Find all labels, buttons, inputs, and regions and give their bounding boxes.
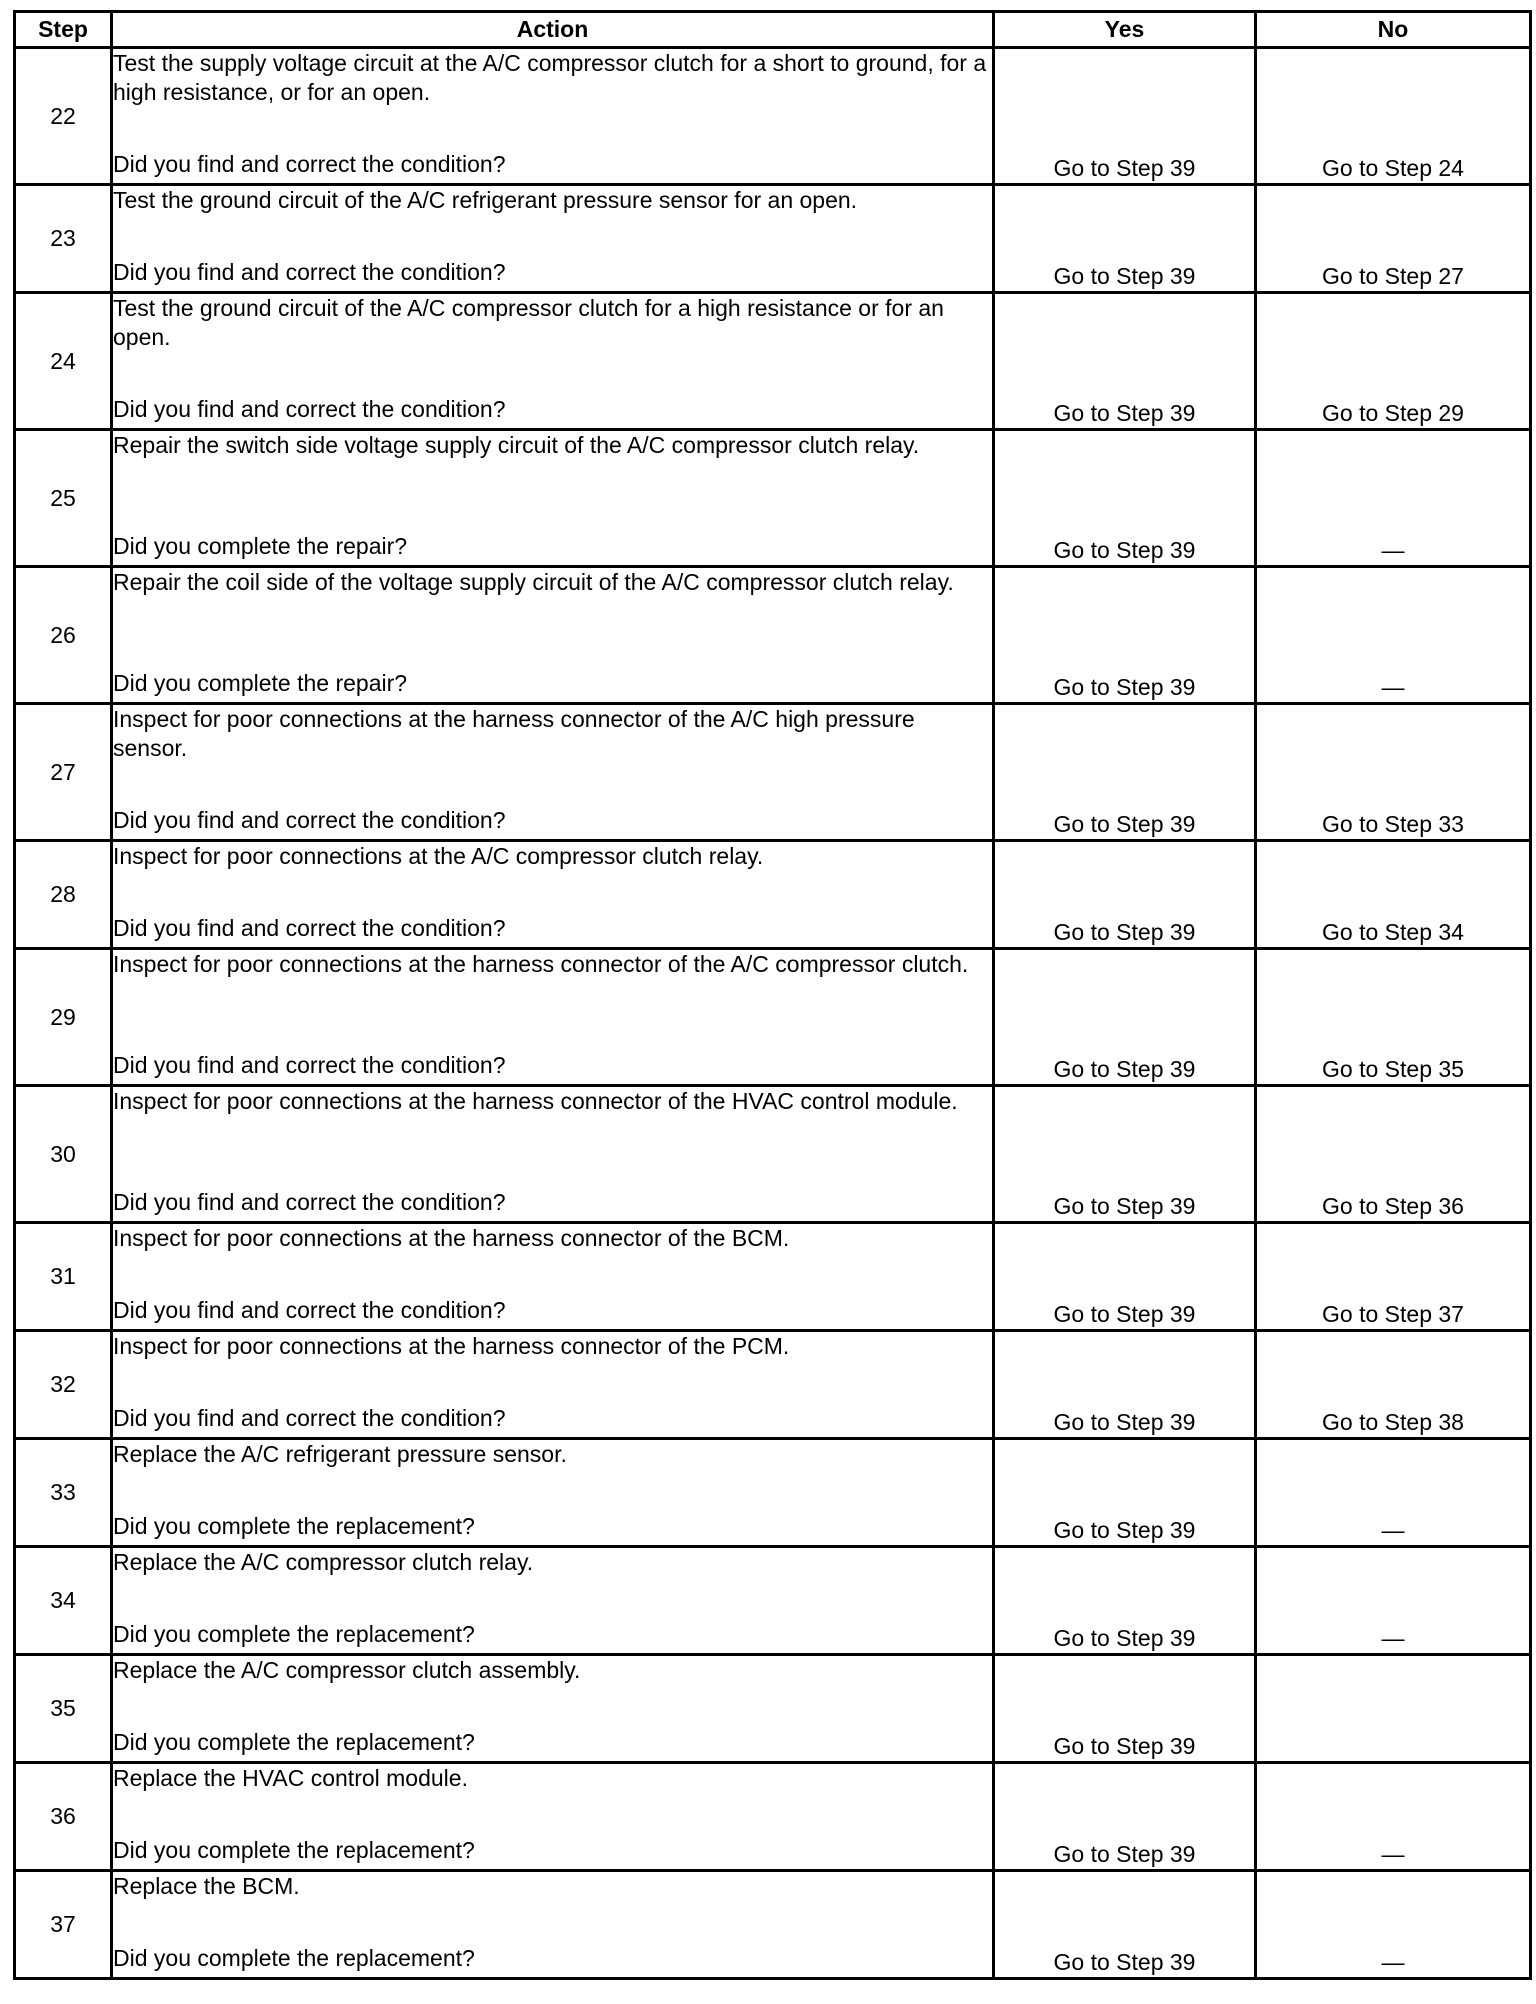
action-cell	[112, 1331, 994, 1439]
no-result: Go to Step 37	[1256, 1223, 1531, 1331]
action-question: Did you find and correct the condition?	[113, 1189, 506, 1215]
action-content	[113, 568, 992, 698]
no-result: —	[1256, 1439, 1531, 1547]
no-result: Go to Step 27	[1256, 185, 1531, 293]
table-row	[15, 1223, 1531, 1331]
no-result: —	[1256, 1763, 1531, 1871]
action-description: Replace the A/C compressor clutch assembly.	[113, 1657, 581, 1683]
header-yes: Yes	[994, 12, 1256, 48]
action-description: Repair the switch side voltage supply circuit of the A/C compressor clutch relay.	[113, 432, 920, 458]
action-description: Repair the coil side of the voltage supply circuit of the A/C compressor clutch relay.	[113, 569, 954, 595]
yes-result: Go to Step 39	[994, 1223, 1256, 1331]
action-question: Did you find and correct the condition?	[113, 915, 506, 941]
yes-result: Go to Step 39	[994, 1331, 1256, 1439]
no-result: —	[1256, 567, 1531, 704]
yes-result: Go to Step 39	[994, 1086, 1256, 1223]
table-row	[15, 1655, 1531, 1763]
action-description: Inspect for poor connections at the A/C compressor clutch relay.	[113, 843, 764, 869]
action-cell	[112, 1086, 994, 1223]
no-result: Go to Step 33	[1256, 704, 1531, 841]
action-content	[113, 1087, 992, 1217]
table-row	[15, 1547, 1531, 1655]
step-number: 30	[15, 1086, 112, 1223]
yes-result: Go to Step 39	[994, 430, 1256, 567]
step-number: 25	[15, 430, 112, 567]
step-number: 29	[15, 949, 112, 1086]
action-cell	[112, 293, 994, 430]
action-cell	[112, 1871, 994, 1979]
no-result: Go to Step 24	[1256, 48, 1531, 185]
action-content	[113, 1332, 992, 1433]
action-question: Did you complete the replacement?	[113, 1945, 475, 1971]
header-step: Step	[15, 12, 112, 48]
action-description: Test the supply voltage circuit at the A/C compressor clutch for a short to ground, for a high resistance, or for an open.	[113, 50, 987, 105]
table-row	[15, 567, 1531, 704]
yes-result: Go to Step 39	[994, 1655, 1256, 1763]
action-question: Did you find and correct the condition?	[113, 151, 506, 177]
action-question: Did you complete the repair?	[113, 670, 408, 696]
action-question: Did you find and correct the condition?	[113, 1297, 506, 1323]
no-result: Go to Step 38	[1256, 1331, 1531, 1439]
yes-result: Go to Step 39	[994, 185, 1256, 293]
step-number: 27	[15, 704, 112, 841]
action-cell	[112, 567, 994, 704]
step-number: 24	[15, 293, 112, 430]
step-number: 34	[15, 1547, 112, 1655]
action-content	[113, 1224, 992, 1325]
table-row	[15, 185, 1531, 293]
action-content	[113, 294, 992, 424]
action-cell	[112, 949, 994, 1086]
action-cell	[112, 430, 994, 567]
step-number: 35	[15, 1655, 112, 1763]
table-row	[15, 293, 1531, 430]
action-description: Inspect for poor connections at the harness connector of the A/C compressor clutch.	[113, 951, 969, 977]
action-content	[113, 49, 992, 179]
yes-result: Go to Step 39	[994, 567, 1256, 704]
action-cell	[112, 704, 994, 841]
action-cell	[112, 841, 994, 949]
action-description: Inspect for poor connections at the harness connector of the A/C high pressure sensor.	[113, 706, 915, 761]
table-row	[15, 430, 1531, 567]
action-question: Did you complete the replacement?	[113, 1729, 475, 1755]
action-description: Replace the HVAC control module.	[113, 1765, 468, 1791]
yes-result: Go to Step 39	[994, 293, 1256, 430]
action-question: Did you find and correct the condition?	[113, 1052, 506, 1078]
yes-result: Go to Step 39	[994, 704, 1256, 841]
action-description: Test the ground circuit of the A/C compressor clutch for a high resistance or for an open.	[113, 295, 944, 350]
table-row	[15, 704, 1531, 841]
action-content	[113, 1548, 992, 1649]
step-number: 31	[15, 1223, 112, 1331]
action-cell	[112, 1439, 994, 1547]
yes-result: Go to Step 39	[994, 1547, 1256, 1655]
action-description: Inspect for poor connections at the harness connector of the PCM.	[113, 1333, 790, 1359]
action-content	[113, 1656, 992, 1757]
yes-result: Go to Step 39	[994, 841, 1256, 949]
action-question: Did you find and correct the condition?	[113, 396, 506, 422]
step-number: 26	[15, 567, 112, 704]
table-row	[15, 48, 1531, 185]
no-result: Go to Step 36	[1256, 1086, 1531, 1223]
table-body	[15, 48, 1531, 1979]
table-row	[15, 1763, 1531, 1871]
action-question: Did you complete the replacement?	[113, 1837, 475, 1863]
action-cell	[112, 185, 994, 293]
table-row	[15, 1439, 1531, 1547]
step-number: 33	[15, 1439, 112, 1547]
table-row	[15, 841, 1531, 949]
action-question: Did you complete the replacement?	[113, 1621, 475, 1647]
action-content	[113, 186, 992, 287]
step-number: 22	[15, 48, 112, 185]
action-content	[113, 431, 992, 561]
action-description: Test the ground circuit of the A/C refrigerant pressure sensor for an open.	[113, 187, 858, 213]
table-row	[15, 949, 1531, 1086]
action-cell	[112, 48, 994, 185]
action-description: Replace the BCM.	[113, 1873, 300, 1899]
yes-result: Go to Step 39	[994, 1763, 1256, 1871]
step-number: 37	[15, 1871, 112, 1979]
step-number: 23	[15, 185, 112, 293]
action-question: Did you find and correct the condition?	[113, 1405, 506, 1431]
step-number: 32	[15, 1331, 112, 1439]
action-cell	[112, 1655, 994, 1763]
action-content	[113, 1872, 992, 1973]
action-description: Replace the A/C compressor clutch relay.	[113, 1549, 534, 1575]
action-cell	[112, 1763, 994, 1871]
action-question: Did you find and correct the condition?	[113, 259, 506, 285]
diagnostic-table	[13, 10, 1532, 1980]
step-number: 36	[15, 1763, 112, 1871]
action-content	[113, 705, 992, 835]
action-question: Did you complete the repair?	[113, 533, 408, 559]
no-result: —	[1256, 1871, 1531, 1979]
yes-result: Go to Step 39	[994, 1871, 1256, 1979]
action-description: Replace the A/C refrigerant pressure sensor.	[113, 1441, 567, 1467]
action-content	[113, 842, 992, 943]
action-question: Did you find and correct the condition?	[113, 807, 506, 833]
no-result	[1256, 1655, 1531, 1763]
yes-result: Go to Step 39	[994, 48, 1256, 185]
no-result: Go to Step 29	[1256, 293, 1531, 430]
action-content	[113, 1440, 992, 1541]
action-content	[113, 1764, 992, 1865]
action-description: Inspect for poor connections at the harness connector of the HVAC control module.	[113, 1088, 958, 1114]
header-action: Action	[112, 12, 994, 48]
table-row	[15, 1871, 1531, 1979]
action-description: Inspect for poor connections at the harness connector of the BCM.	[113, 1225, 790, 1251]
step-number: 28	[15, 841, 112, 949]
header-no: No	[1256, 12, 1531, 48]
no-result: Go to Step 34	[1256, 841, 1531, 949]
action-cell	[112, 1223, 994, 1331]
table-row	[15, 1086, 1531, 1223]
no-result: Go to Step 35	[1256, 949, 1531, 1086]
no-result: —	[1256, 1547, 1531, 1655]
header-row	[15, 12, 1531, 48]
action-cell	[112, 1547, 994, 1655]
yes-result: Go to Step 39	[994, 949, 1256, 1086]
action-question: Did you complete the replacement?	[113, 1513, 475, 1539]
table-row	[15, 1331, 1531, 1439]
action-content	[113, 950, 992, 1080]
no-result: —	[1256, 430, 1531, 567]
yes-result: Go to Step 39	[994, 1439, 1256, 1547]
